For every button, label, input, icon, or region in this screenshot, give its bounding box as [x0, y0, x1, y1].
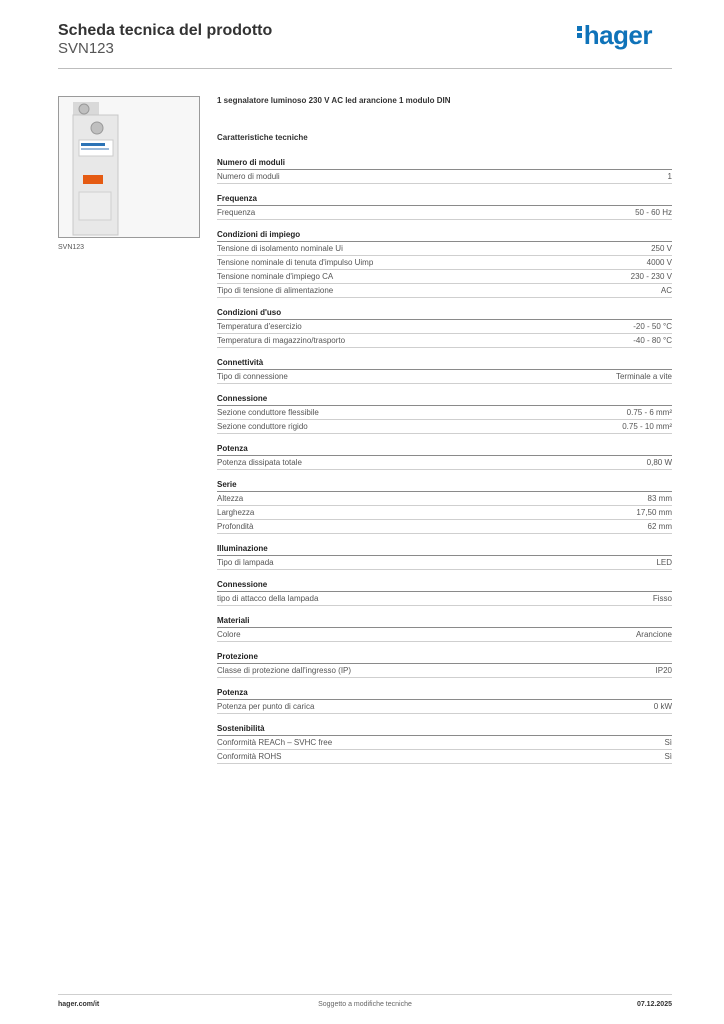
spec-group-title: Illuminazione: [217, 543, 672, 556]
spec-group-title: Potenza: [217, 687, 672, 700]
page-footer: [58, 994, 672, 1015]
spec-group: [217, 357, 672, 384]
spec-value: 1: [667, 172, 672, 181]
logo-text: hager: [583, 20, 652, 50]
spec-label: Tipo di connessione: [217, 372, 288, 381]
spec-label: Potenza dissipata totale: [217, 458, 302, 467]
spec-value: Fisso: [652, 594, 672, 603]
spec-label: Tensione nominale d'impiego CA: [217, 272, 334, 281]
spec-row: [217, 750, 672, 764]
spec-value: Sì: [664, 752, 672, 761]
spec-row: [217, 556, 672, 570]
spec-group-title: Condizioni d'uso: [217, 307, 672, 320]
spec-row: [217, 320, 672, 334]
spec-group: [217, 229, 672, 298]
spec-label: Conformità ROHS: [217, 752, 282, 761]
spec-value: 83 mm: [647, 494, 672, 503]
spec-group: [217, 443, 672, 470]
page-header: [58, 20, 672, 69]
spec-value: 50 - 60 Hz: [635, 208, 672, 217]
spec-group-title: Connessione: [217, 579, 672, 592]
spec-group-title: Connessione: [217, 393, 672, 406]
spec-value: IP20: [655, 666, 672, 675]
spec-label: Tensione nominale di tenuta d'impulso Uimp: [217, 258, 374, 267]
spec-content: [217, 96, 672, 773]
spec-value: -40 - 80 °C: [633, 336, 672, 345]
spec-group-title: Condizioni di impiego: [217, 229, 672, 242]
spec-value: 0,80 W: [646, 458, 672, 467]
spec-group: [217, 157, 672, 184]
spec-label: Larghezza: [217, 508, 255, 517]
spec-group-title: Protezione: [217, 651, 672, 664]
spec-group-title: Serie: [217, 479, 672, 492]
spec-groups: [217, 157, 672, 764]
spec-group-title: Numero di moduli: [217, 157, 672, 170]
spec-row: [217, 700, 672, 714]
spec-group-title: Potenza: [217, 443, 672, 456]
spec-label: Temperatura di magazzino/trasporto: [217, 336, 346, 345]
spec-value: 0 kW: [653, 702, 672, 711]
spec-group: [217, 687, 672, 714]
spec-row: [217, 242, 672, 256]
spec-value: Arancione: [635, 630, 672, 639]
spec-row: [217, 406, 672, 420]
spec-label: Conformità REACh – SVHC free: [217, 738, 333, 747]
spec-label: Sezione conduttore rigido: [217, 422, 308, 431]
spec-label: Altezza: [217, 494, 244, 503]
spec-label: Temperatura d'esercizio: [217, 322, 302, 331]
product-image: [58, 96, 200, 238]
spec-label: Tensione di isolamento nominale Ui: [217, 244, 343, 253]
product-code: SVN123: [58, 40, 114, 57]
spec-row: [217, 284, 672, 298]
product-description: 1 segnalatore luminoso 230 V AC led arancione 1 modulo DIN: [217, 96, 451, 105]
spec-group-title: Materiali: [217, 615, 672, 628]
spec-label: Classe di protezione dall'ingresso (IP): [217, 666, 352, 675]
spec-row: [217, 256, 672, 270]
spec-label: Colore: [217, 630, 241, 639]
spec-value: 0.75 - 6 mm²: [626, 408, 672, 417]
spec-group: [217, 193, 672, 220]
spec-group: [217, 723, 672, 764]
spec-value: 62 mm: [647, 522, 672, 531]
footer-notice: Soggetto a modifiche tecniche: [318, 1001, 412, 1008]
spec-value: -20 - 50 °C: [633, 322, 672, 331]
spec-group: [217, 615, 672, 642]
spec-label: Numero di moduli: [217, 172, 280, 181]
spec-row: [217, 592, 672, 606]
spec-row: [217, 206, 672, 220]
spec-group: [217, 307, 672, 348]
din-module-icon: [59, 97, 199, 237]
spec-value: 17,50 mm: [636, 508, 672, 517]
spec-group: [217, 479, 672, 534]
spec-row: [217, 492, 672, 506]
spec-group-title: Sostenibilità: [217, 723, 672, 736]
spec-group: [217, 543, 672, 570]
spec-row: [217, 520, 672, 534]
spec-value: AC: [660, 286, 672, 295]
spec-label: Frequenza: [217, 208, 256, 217]
logo-dots-icon: [577, 24, 582, 40]
footer-website: hager.com/it: [58, 1001, 100, 1008]
spec-group: [217, 651, 672, 678]
spec-row: [217, 370, 672, 384]
hager-logo: [577, 20, 652, 51]
spec-row: [217, 334, 672, 348]
spec-row: [217, 456, 672, 470]
spec-group-title: Frequenza: [217, 193, 672, 206]
spec-group-title: Connettività: [217, 357, 672, 370]
spec-value: Sì: [664, 738, 672, 747]
footer-date: 07.12.2025: [636, 1001, 672, 1008]
spec-value: 230 - 230 V: [630, 272, 672, 281]
spec-row: [217, 664, 672, 678]
spec-label: Potenza per punto di carica: [217, 702, 315, 711]
spec-label: Tipo di tensione di alimentazione: [217, 286, 334, 295]
spec-value: Terminale a vite: [615, 372, 672, 381]
product-image-caption: SVN123: [58, 244, 85, 251]
spec-label: Profondità: [217, 522, 254, 531]
spec-label: Sezione conduttore flessibile: [217, 408, 319, 417]
document-title: Scheda tecnica del prodotto: [58, 22, 273, 39]
spec-label: tipo di attacco della lampada: [217, 594, 319, 603]
spec-row: [217, 628, 672, 642]
spec-row: [217, 736, 672, 750]
spec-value: 250 V: [651, 244, 672, 253]
spec-row: [217, 270, 672, 284]
spec-value: 4000 V: [646, 258, 672, 267]
spec-value: 0.75 - 10 mm²: [622, 422, 672, 431]
spec-group: [217, 393, 672, 434]
spec-group: [217, 579, 672, 606]
spec-label: Tipo di lampada: [217, 558, 274, 567]
spec-row: [217, 170, 672, 184]
spec-value: LED: [656, 558, 672, 567]
spec-row: [217, 506, 672, 520]
tech-specs-heading: Caratteristiche tecniche: [217, 133, 308, 142]
spec-row: [217, 420, 672, 434]
